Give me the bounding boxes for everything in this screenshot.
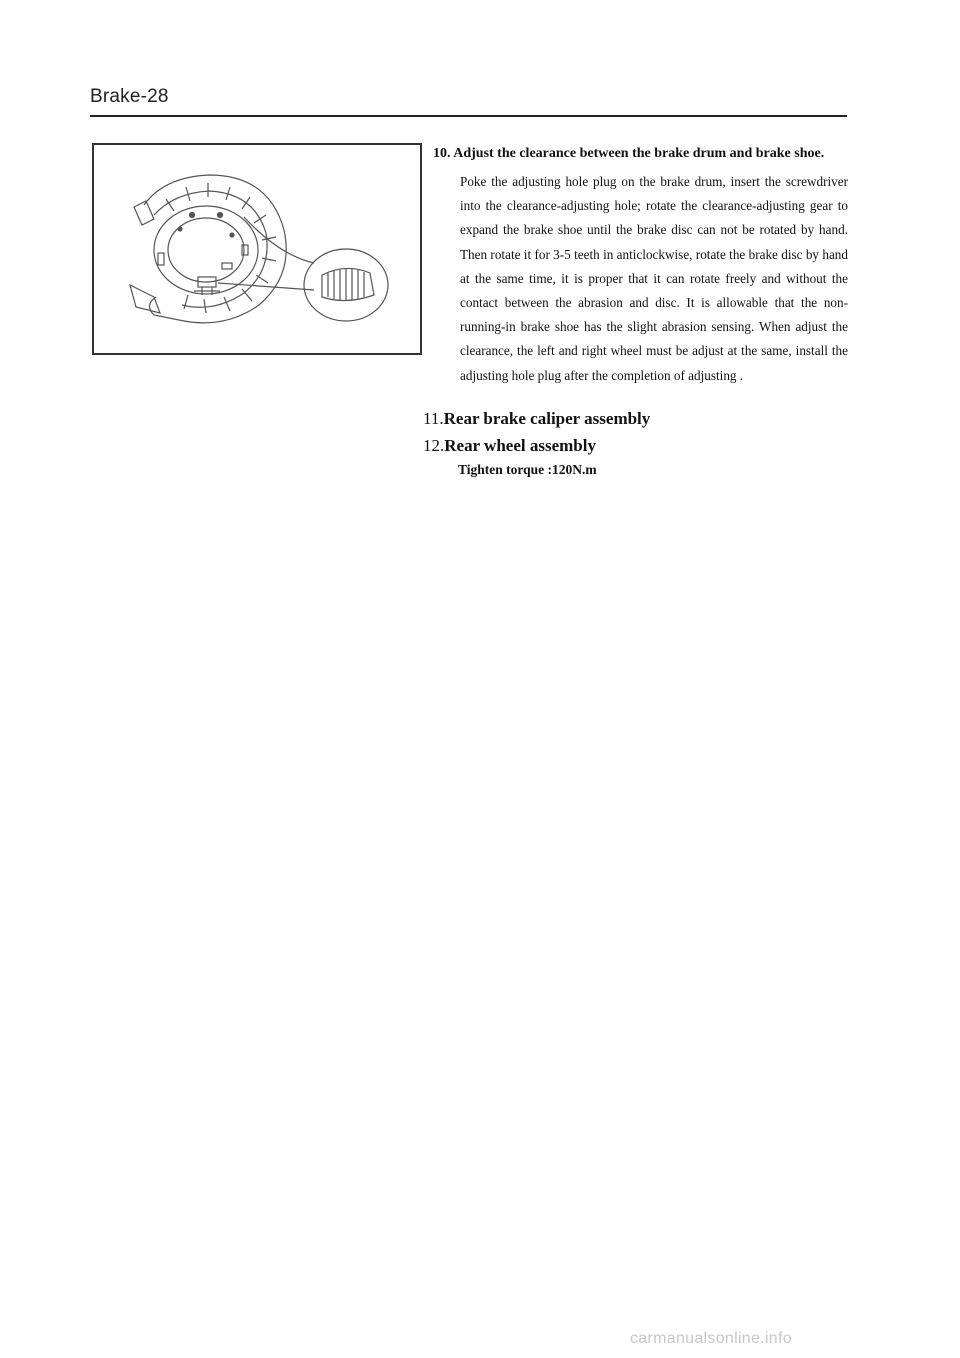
step-10-body: Poke the adjusting hole plug on the brake drum, insert the screwdriver into the clearance-adjusting hole; rotate the clearance-adjusting gear to expand the brake shoe until the brake disc can not be rotated by hand. Then rotate it for 3-5 teeth in anticlockwise, rotate the brake disc by hand at the same time, it is proper that it can rotate freely and without the contact between the abrasion and disc. It is allowable that the non-running-in brake shoe has the slight abrasion sensing. When adjust the clearance, the left and right wheel must be adjust at the same, install the adjusting hole plug after the completion of adjusting . — [460, 174, 848, 383]
brake-backing-plate-illustration — [94, 145, 420, 353]
step-10-adjust-clearance — [433, 144, 848, 388]
step-12-torque-note: Tighten torque :120N.m — [458, 462, 597, 477]
step-11-rear-brake-caliper — [423, 408, 650, 430]
step-10-heading: 10. Adjust the clearance between the brake drum and brake shoe. — [433, 146, 825, 161]
page-header-title: Brake-28 — [90, 86, 169, 107]
site-watermark: carmanualsonline.info — [630, 1330, 792, 1347]
header-divider — [90, 115, 847, 117]
step-11-number: 11. — [423, 409, 444, 428]
step-12-number: 12. — [423, 436, 445, 455]
step-12-rear-wheel — [423, 435, 596, 457]
step-11-label: Rear brake caliper assembly — [443, 409, 651, 428]
brake-backing-plate-figure — [92, 143, 422, 355]
step-12-label: Rear wheel assembly — [444, 436, 596, 455]
